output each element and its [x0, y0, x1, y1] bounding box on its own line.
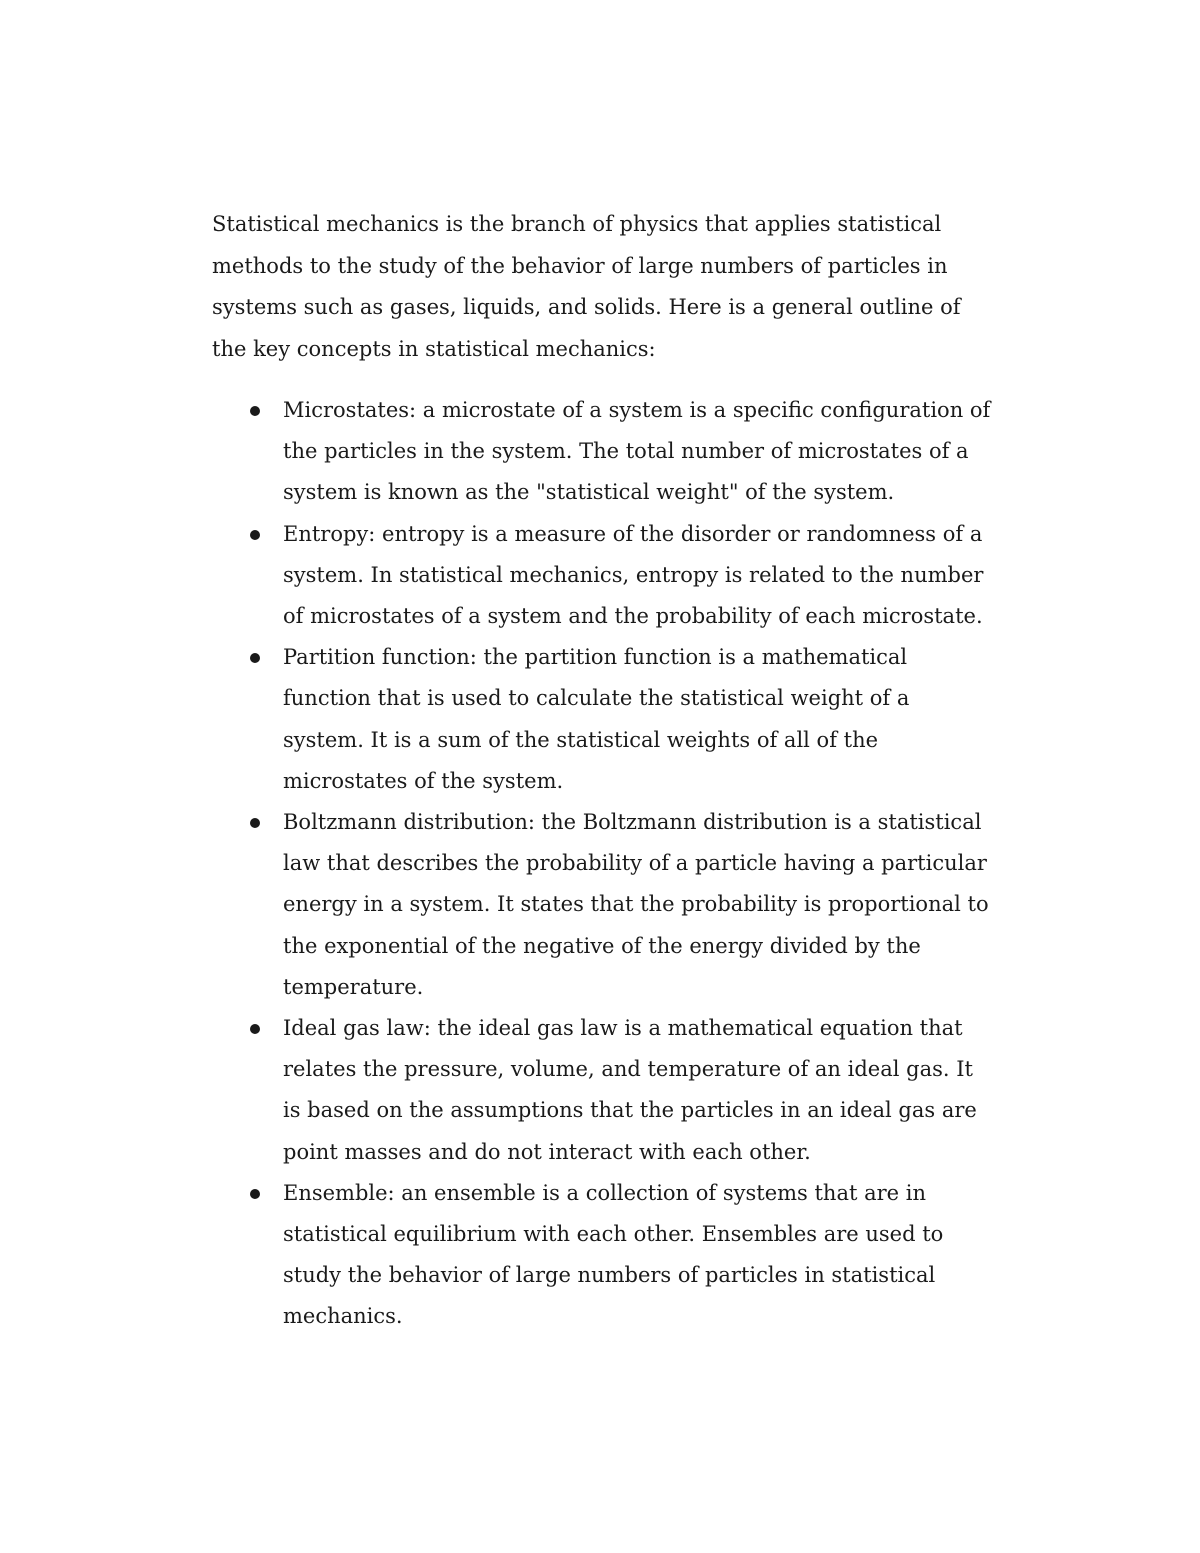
- list-item-text: Boltzmann distribution: the Boltzmann distribution is a statistical law that describes the probability of a particle having a particular energy in a system. It states that the probability is proportional to the exponential of the negative of the energy divided by the temperature.: [283, 810, 989, 999]
- list-item-text: Ensemble: an ensemble is a collection of systems that are in statistical equilibrium with each other. Ensembles are used to study the behavior of large numbers of particles in statistical mechanics.: [283, 1180, 944, 1329]
- bullet-icon: [250, 1024, 260, 1034]
- list-item-text: Partition function: the partition function is a mathematical function that is used to calculate the statistical weight of a system. It is a sum of the statistical weights of all of the microstates of the system.: [283, 645, 910, 793]
- bullet-icon: [250, 818, 260, 828]
- list-item-text: Ideal gas law: the ideal gas law is a mathematical equation that relates the pressure, volume, and temperature of an ideal gas. It is based on the assumptions that the particles in an ideal gas are point masses and do not interact with each other.: [283, 1016, 977, 1164]
- bullet-icon: [250, 530, 260, 540]
- list-item-entropy: [212, 514, 992, 638]
- list-item-ensemble: [212, 1173, 992, 1338]
- list-item-boltzmann-distribution: [212, 802, 992, 1008]
- document-page: [212, 204, 992, 1338]
- bullet-icon: [250, 406, 260, 416]
- bullet-icon: [250, 1189, 260, 1199]
- bullet-icon: [250, 653, 260, 663]
- intro-paragraph: Statistical mechanics is the branch of physics that applies statistical methods to the study of the behavior of large numbers of particles in systems such as gases, liquids, and solids. Here is a general outline of the key concepts in statistical mechanics:: [212, 212, 961, 361]
- list-item-microstates: [212, 390, 992, 514]
- concept-list: [212, 390, 992, 1338]
- list-item-partition-function: [212, 637, 992, 802]
- list-item-ideal-gas-law: [212, 1008, 992, 1173]
- list-item-text: Entropy: entropy is a measure of the disorder or randomness of a system. In statistical mechanics, entropy is related to the number of microstates of a system and the probability of each microstate.: [283, 521, 984, 629]
- list-item-text: Microstates: a microstate of a system is a specific configuration of the particles in the system. The total number of microstates of a system is known as the "statistical weight" of the system.: [283, 398, 991, 505]
